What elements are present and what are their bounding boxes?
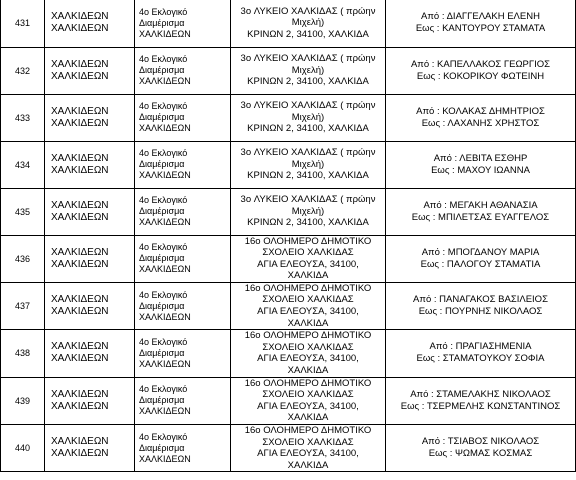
table-body (1, 0, 576, 472)
table-row (1, 188, 576, 235)
table-row (1, 282, 576, 329)
table-row (1, 47, 576, 94)
range-from: Από : ΚΟΛΑΚΑΣ ΔΗΜΗΤΡΙΟΣ (416, 105, 545, 117)
voter-range-cell (386, 235, 576, 282)
district-line: Διαμέρισμα (139, 17, 185, 28)
municipality-cell (45, 141, 135, 188)
location-line: 3o ΛΥΚΕΙΟ ΧΑΛΚΙΔΑΣ ( πρώην (240, 53, 376, 65)
location-line: ΣΧΟΛΕΙΟ ΧΑΛΚΙΔΑΣ (262, 294, 354, 306)
district-line: ΧΑΛΚΙΔΕΩΝ (139, 406, 191, 417)
district-line: 4o Εκλογικό (139, 54, 188, 64)
polling-location-cell (231, 94, 386, 141)
municipality-line: ΧΑΛΚΙΔΕΩΝ (51, 164, 109, 176)
range-from: Από : ΠΑΝΑΓΑΚΟΣ ΒΑΣΙΛΕΙΟΣ (413, 294, 548, 306)
voter-range-cell (386, 94, 576, 141)
range-to: Εως : ΜΑΧΟΥ ΙΩΑΝΝΑ (431, 164, 530, 176)
station-number: 438 (14, 348, 31, 359)
station-number: 433 (14, 112, 31, 123)
station-number: 432 (14, 65, 31, 76)
range-from: Από : ΤΣΙΑΒΟΣ ΝΙΚΟΛΑΟΣ (421, 436, 540, 448)
electoral-district-cell (135, 94, 231, 141)
electoral-district-cell (135, 235, 231, 282)
location-line: ΚΡΙΝΩΝ 2, 34100, ΧΑΛΚΙΔΑ (247, 29, 369, 41)
electoral-district-cell (135, 0, 231, 47)
district-line: ΧΑΛΚΙΔΕΩΝ (139, 311, 191, 322)
polling-location-cell (231, 141, 386, 188)
station-number: 439 (14, 395, 31, 406)
district-line: Διαμέρισμα (139, 395, 185, 406)
voter-range-cell (386, 0, 576, 47)
range-from: Από : ΣΤΑΜΕΛΑΚΗΣ ΝΙΚΟΛΑΟΣ (410, 388, 551, 400)
district-line: 4o Εκλογικό (139, 431, 188, 442)
table-row (1, 141, 576, 188)
district-line: Διαμέρισμα (139, 253, 185, 264)
station-number-cell (1, 47, 45, 94)
district-line: ΧΑΛΚΙΔΕΩΝ (139, 453, 191, 464)
range-to: Εως : ΠΟΥΡΝΗΣ ΝΙΚΟΛΑΟΣ (418, 306, 543, 318)
municipality-line: ΧΑΛΚΙΔΕΩΝ (51, 11, 109, 23)
location-line: Μιχελή) (291, 17, 325, 29)
location-line: ΣΧΟΛΕΙΟ ΧΑΛΚΙΔΑΣ (262, 341, 354, 353)
table-row (1, 425, 576, 472)
location-line: ΧΑΛΚΙΔΑ (287, 270, 329, 282)
municipality-line: ΧΑΛΚΙΔΕΩΝ (51, 306, 109, 318)
district-line: Διαμέρισμα (139, 65, 185, 75)
location-line: 16o ΟΛΟΗΜΕΡΟ ΔΗΜΟΤΙΚΟ (244, 330, 372, 342)
municipality-cell (45, 282, 135, 329)
district-line: Διαμέρισμα (139, 300, 185, 311)
location-line: ΑΓΙΑ ΕΛΕΟΥΣΑ, 34100, (257, 258, 359, 270)
location-line: Μιχελή) (291, 64, 325, 76)
range-to: Εως : ΣΤΑΜΑΤΟΥΚΟΥ ΣΟΦΙΑ (416, 353, 545, 365)
district-line: 4o Εκλογικό (139, 289, 188, 300)
municipality-line: ΧΑΛΚΙΔΕΩΝ (51, 70, 109, 82)
location-line: ΑΓΙΑ ΕΛΕΟΥΣΑ, 34100, (257, 306, 359, 318)
location-line: Μιχελή) (291, 111, 325, 123)
location-line: ΚΡΙΝΩΝ 2, 34100, ΧΑΛΚΙΔΑ (247, 217, 369, 229)
polling-location-cell (231, 188, 386, 235)
polling-location-cell (231, 425, 386, 472)
station-number: 440 (14, 443, 31, 454)
location-line: ΧΑΛΚΙΔΑ (287, 412, 329, 424)
location-line: 3o ΛΥΚΕΙΟ ΧΑΛΚΙΔΑΣ ( πρώην (240, 147, 376, 159)
district-line: ΧΑΛΚΙΔΕΩΝ (139, 170, 191, 180)
location-line: ΚΡΙΝΩΝ 2, 34100, ΧΑΛΚΙΔΑ (247, 170, 369, 182)
table-row (1, 377, 576, 424)
district-line: 4o Εκλογικό (139, 6, 188, 17)
location-line: ΣΧΟΛΕΙΟ ΧΑΛΚΙΔΑΣ (262, 389, 354, 401)
station-number-cell (1, 141, 45, 188)
station-number-cell (1, 425, 45, 472)
location-line: ΚΡΙΝΩΝ 2, 34100, ΧΑΛΚΙΔΑ (247, 76, 369, 88)
location-line: 3o ΛΥΚΕΙΟ ΧΑΛΚΙΔΑΣ ( πρώην (240, 194, 376, 206)
electoral-district-cell (135, 282, 231, 329)
station-number-cell (1, 377, 45, 424)
district-line: Διαμέρισμα (139, 112, 185, 122)
district-line: 4o Εκλογικό (139, 242, 188, 253)
municipality-line: ΧΑΛΚΙΔΕΩΝ (51, 105, 109, 117)
table-row (1, 235, 576, 282)
table-row (1, 330, 576, 377)
location-line: 16o ΟΛΟΗΜΕΡΟ ΔΗΜΟΤΙΚΟ (244, 377, 372, 389)
district-line: Διαμέρισμα (139, 206, 185, 216)
municipality-line: ΧΑΛΚΙΔΕΩΝ (51, 294, 109, 306)
electoral-district-cell (135, 47, 231, 94)
location-line: ΧΑΛΚΙΔΑ (287, 317, 329, 329)
location-line: 16o ΟΛΟΗΜΕΡΟ ΔΗΜΟΤΙΚΟ (244, 235, 372, 247)
municipality-cell (45, 94, 135, 141)
municipality-line: ΧΑΛΚΙΔΕΩΝ (51, 199, 109, 211)
table-row (1, 0, 576, 47)
voter-range-cell (386, 47, 576, 94)
station-number-cell (1, 188, 45, 235)
range-from: Από : ΜΕΓΑΚΗ ΑΘΑΝΑΣΙΑ (423, 199, 538, 211)
electoral-district-cell (135, 330, 231, 377)
municipality-line: ΧΑΛΚΙΔΕΩΝ (51, 353, 109, 365)
range-from: Από : ΛΕΒΙΤΑ ΕΣΘΗΡ (433, 152, 528, 164)
municipality-line: ΧΑΛΚΙΔΕΩΝ (51, 388, 109, 400)
station-number-cell (1, 94, 45, 141)
location-line: ΑΓΙΑ ΕΛΕΟΥΣΑ, 34100, (257, 400, 359, 412)
municipality-line: ΧΑΛΚΙΔΕΩΝ (51, 400, 109, 412)
location-line: ΑΓΙΑ ΕΛΕΟΥΣΑ, 34100, (257, 448, 359, 460)
district-line: ΧΑΛΚΙΔΕΩΝ (139, 76, 191, 86)
location-line: ΣΧΟΛΕΙΟ ΧΑΛΚΙΔΑΣ (262, 247, 354, 259)
municipality-line: ΧΑΛΚΙΔΕΩΝ (51, 258, 109, 270)
voter-range-cell (386, 141, 576, 188)
district-line: Διαμέρισμα (139, 159, 185, 169)
range-to: Εως : ΛΑΧΑΝΗΣ ΧΡΗΣΤΟΣ (421, 117, 540, 129)
municipality-line: ΧΑΛΚΙΔΕΩΝ (51, 436, 109, 448)
district-line: 4o Εκλογικό (139, 148, 188, 158)
district-line: Διαμέρισμα (139, 347, 185, 358)
station-number: 437 (14, 301, 31, 312)
polling-location-cell (231, 47, 386, 94)
station-number: 435 (14, 206, 31, 217)
voter-range-cell (386, 425, 576, 472)
table-row (1, 94, 576, 141)
range-from: Από : ΠΡΑΓΙΑΣΗΜΕΝΙΑ (429, 341, 532, 353)
polling-location-cell (231, 282, 386, 329)
location-line: 16o ΟΛΟΗΜΕΡΟ ΔΗΜΟΤΙΚΟ (244, 282, 372, 294)
district-line: 4o Εκλογικό (139, 101, 188, 111)
location-line: Μιχελή) (291, 205, 325, 217)
station-number: 434 (14, 159, 31, 170)
polling-location-cell (231, 235, 386, 282)
range-to: Εως : ΚΑΝΤΟΥΡΟΥ ΣΤΑΜΑΤΑ (415, 23, 546, 35)
location-line: ΣΧΟΛΕΙΟ ΧΑΛΚΙΔΑΣ (262, 436, 354, 448)
range-to: Εως : ΜΠΙΛΕΤΣΑΣ ΕΥΑΓΓΕΛΟΣ (411, 211, 550, 223)
location-line: ΚΡΙΝΩΝ 2, 34100, ΧΑΛΚΙΔΑ (247, 123, 369, 135)
municipality-cell (45, 377, 135, 424)
range-to: Εως : ΠΑΛΟΓΟΥ ΣΤΑΜΑΤΙΑ (420, 258, 541, 270)
location-line: ΑΓΙΑ ΕΛΕΟΥΣΑ, 34100, (257, 353, 359, 365)
district-line: 4o Εκλογικό (139, 336, 188, 347)
location-line: 16o ΟΛΟΗΜΕΡΟ ΔΗΜΟΤΙΚΟ (244, 425, 372, 436)
polling-location-cell (231, 377, 386, 424)
municipality-line: ΧΑΛΚΙΔΕΩΝ (51, 246, 109, 258)
municipality-cell (45, 330, 135, 377)
municipality-line: ΧΑΛΚΙΔΕΩΝ (51, 58, 109, 70)
municipality-cell (45, 235, 135, 282)
electoral-district-cell (135, 377, 231, 424)
station-number-cell (1, 330, 45, 377)
voter-range-cell (386, 377, 576, 424)
municipality-line: ΧΑΛΚΙΔΕΩΝ (51, 23, 109, 35)
district-line: ΧΑΛΚΙΔΕΩΝ (139, 264, 191, 275)
district-line: ΧΑΛΚΙΔΕΩΝ (139, 217, 191, 227)
station-number-cell (1, 0, 45, 47)
municipality-cell (45, 0, 135, 47)
range-to: Εως : ΚΟΚΟΡΙΚΟΥ ΦΩΤΕΙΝΗ (416, 70, 545, 82)
district-line: ΧΑΛΚΙΔΕΩΝ (139, 28, 191, 39)
district-line: 4o Εκλογικό (139, 384, 188, 395)
municipality-cell (45, 188, 135, 235)
range-to: Εως : ΨΩΜΑΣ ΚΟΣΜΑΣ (428, 448, 533, 460)
district-line: ΧΑΛΚΙΔΕΩΝ (139, 358, 191, 369)
district-line: Διαμέρισμα (139, 442, 185, 453)
municipality-line: ΧΑΛΚΙΔΕΩΝ (51, 341, 109, 353)
voter-range-cell (386, 330, 576, 377)
location-line: ΧΑΛΚΙΔΑ (287, 365, 329, 377)
polling-location-cell (231, 0, 386, 47)
range-from: Από : ΔΙΑΓΓΕΛΑΚΗ ΕΛΕΝΗ (421, 11, 540, 23)
station-number-cell (1, 235, 45, 282)
location-line: 3o ΛΥΚΕΙΟ ΧΑΛΚΙΔΑΣ ( πρώην (240, 100, 376, 112)
location-line: ΧΑΛΚΙΔΑ (287, 459, 329, 471)
electoral-district-cell (135, 425, 231, 472)
district-line: ΧΑΛΚΙΔΕΩΝ (139, 123, 191, 133)
range-from: Από : ΜΠΟΓΔΑΝΟΥ ΜΑΡΙΑ (421, 246, 540, 258)
range-from: Από : ΚΑΠΕΛΛΑΚΟΣ ΓΕΩΡΓΙΟΣ (410, 58, 551, 70)
district-line: 4o Εκλογικό (139, 195, 188, 205)
location-line: Μιχελή) (291, 158, 325, 170)
station-number: 436 (14, 253, 31, 264)
municipality-line: ΧΑΛΚΙΔΕΩΝ (51, 448, 109, 460)
electoral-district-cell (135, 188, 231, 235)
municipality-line: ΧΑΛΚΙΔΕΩΝ (51, 117, 109, 129)
voter-range-cell (386, 188, 576, 235)
location-line: 3o ΛΥΚΕΙΟ ΧΑΛΚΙΔΑΣ ( πρώην (240, 5, 376, 17)
municipality-cell (45, 425, 135, 472)
municipality-cell (45, 47, 135, 94)
electoral-district-cell (135, 141, 231, 188)
voter-range-cell (386, 282, 576, 329)
polling-location-cell (231, 330, 386, 377)
municipality-line: ΧΑΛΚΙΔΕΩΝ (51, 152, 109, 164)
range-to: Εως : ΤΣΕΡΜΕΛΗΣ ΚΩΝΣΤΑΝΤΙΝΟΣ (400, 400, 561, 412)
station-number: 431 (14, 18, 31, 29)
station-number-cell (1, 282, 45, 329)
municipality-line: ΧΑΛΚΙΔΕΩΝ (51, 211, 109, 223)
